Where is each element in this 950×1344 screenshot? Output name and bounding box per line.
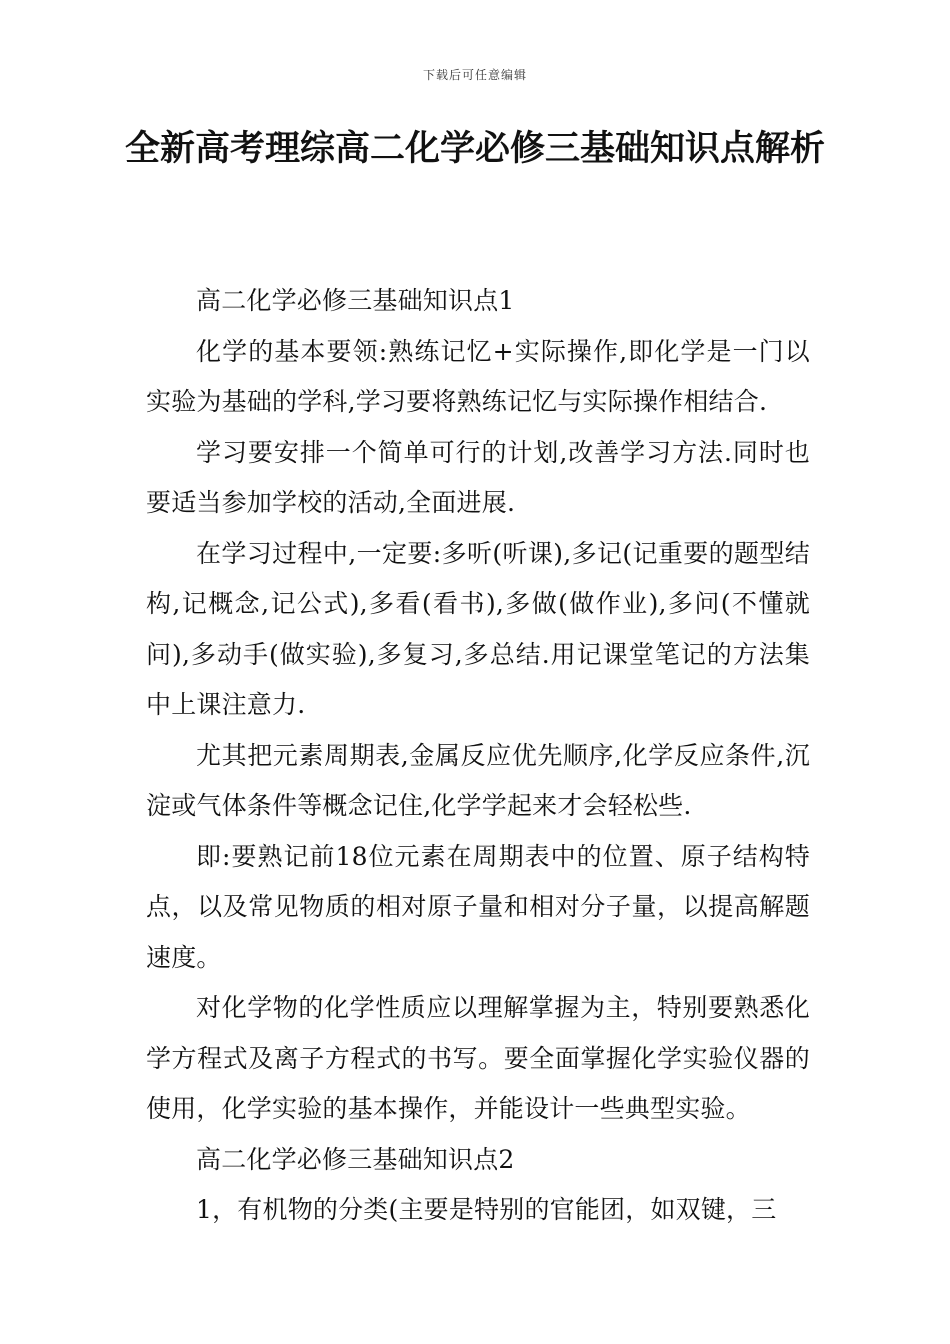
paragraph: 尤其把元素周期表,金属反应优先顺序,化学反应条件,沉淀或气体条件等概念记住,化学学起来才会轻松些. xyxy=(146,740,810,820)
paragraph: 在学习过程中,一定要:多听(听课),多记(记重要的题型结构,记概念,记公式),多看(看书),多做(做作业),多问(不懂就问),多动手(做实验),多复习,多总结.用记课堂笔记的方法集中上课注意力. xyxy=(146,538,810,719)
header-note: 下载后可任意编辑 xyxy=(422,68,527,82)
document-body xyxy=(146,276,810,1236)
document-title: 全新高考理综高二化学必修三基础知识点解析 xyxy=(124,129,825,169)
paragraph: 学习要安排一个简单可行的计划,改善学习方法.同时也要适当参加学校的活动,全面进展. xyxy=(146,437,810,517)
paragraph: 1，有机物的分类(主要是特别的官能团，如双键，三 xyxy=(196,1195,777,1224)
paragraph: 化学的基本要领:熟练记忆+实际操作,即化学是一门以实验为基础的学科,学习要将熟练记忆与实际操作相结合. xyxy=(146,336,810,416)
section-heading-1: 高二化学必修三基础知识点1 xyxy=(196,286,515,315)
section-heading-2: 高二化学必修三基础知识点2 xyxy=(196,1144,515,1174)
paragraph: 即:要熟记前18位元素在周期表中的位置、原子结构特点，以及常见物质的相对原子量和相对分子量，以提高解题速度。 xyxy=(146,841,810,972)
paragraph: 对化学物的化学性质应以理解掌握为主，特别要熟悉化学方程式及离子方程式的书写。要全面掌握化学实验仪器的使用，化学实验的基本操作，并能设计一些典型实验。 xyxy=(146,993,810,1123)
